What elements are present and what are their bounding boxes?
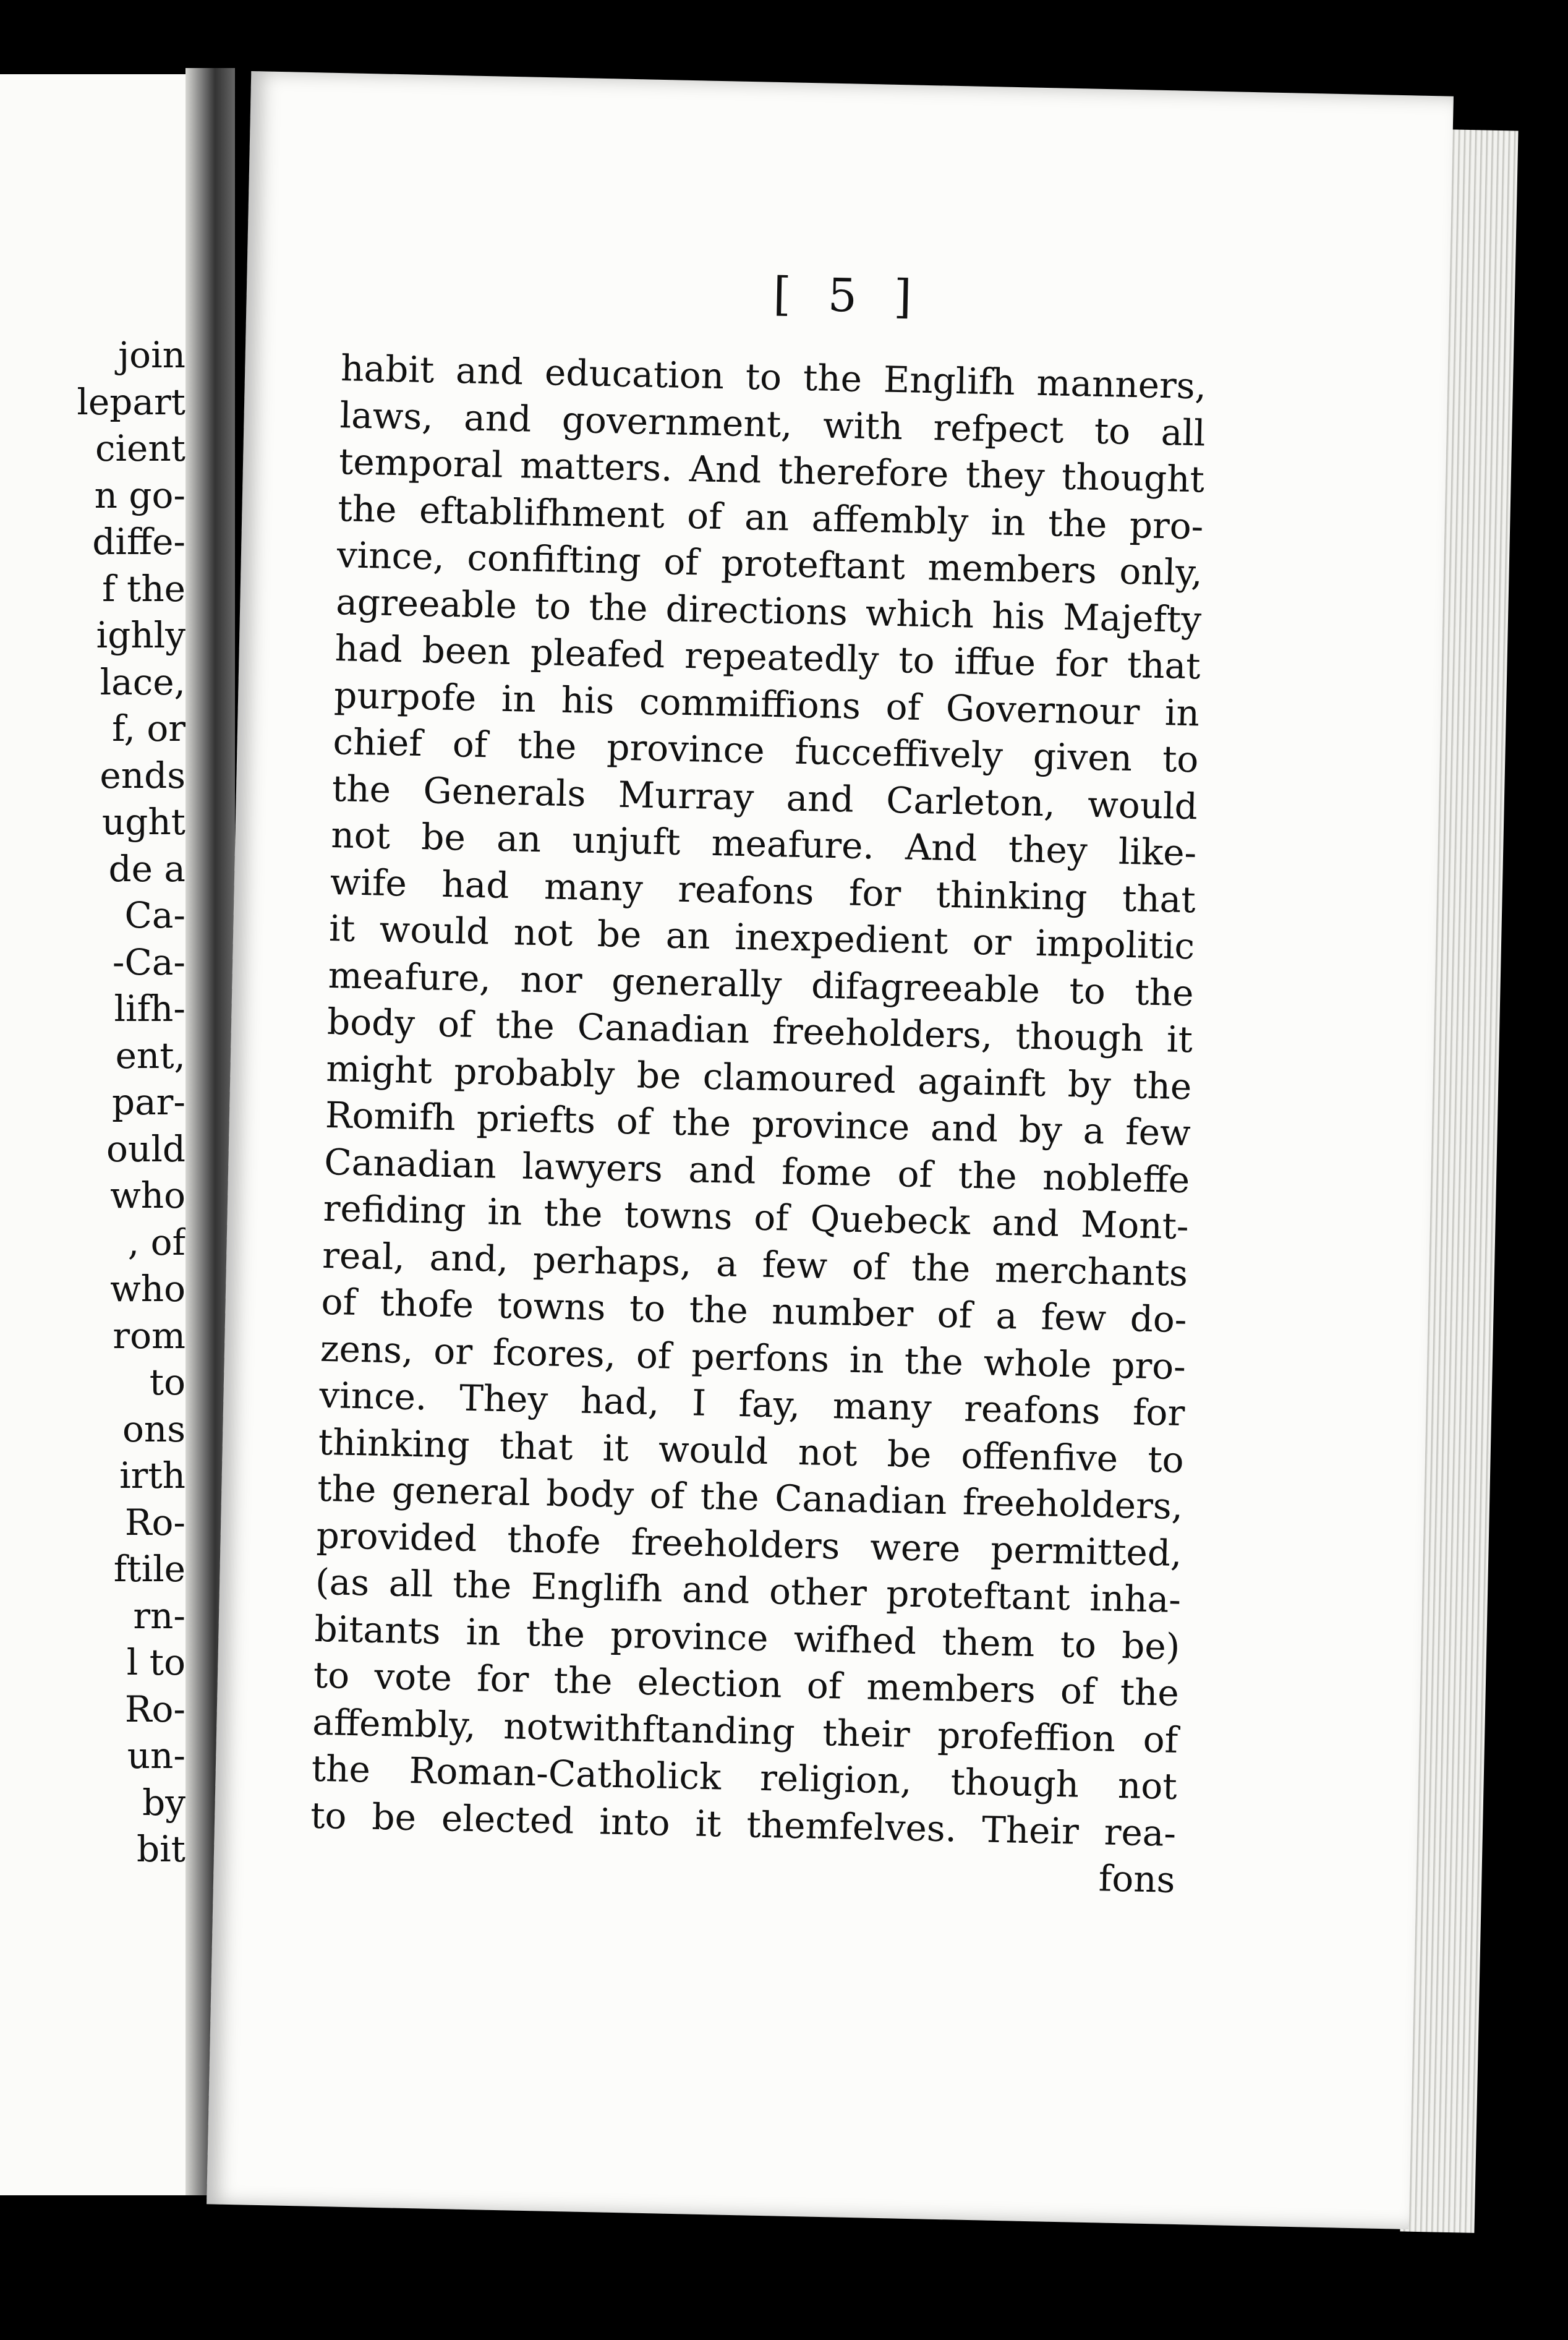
text-line: the Generals Murray and Carleton, would: [331, 767, 1198, 827]
text-line: real, and, perhaps, a few of the merchants: [322, 1234, 1188, 1294]
text-line: temporal matters. And therefore they thought: [338, 440, 1205, 501]
previous-page-fragment: f, or: [112, 707, 185, 749]
previous-page-edge: [0, 74, 210, 2195]
previous-page-fragment: ighly: [96, 614, 185, 656]
text-line: the Roman-Catholick religion, though not: [311, 1747, 1178, 1808]
text-line: laws, and government, with refpect to all: [339, 393, 1206, 454]
body-text: [309, 345, 1207, 1903]
previous-page-fragment: Ca-: [124, 894, 185, 936]
text-line: Canadian lawyers and fome of the nobleffe: [323, 1140, 1190, 1201]
text-line: thinking that it would not be offenfive to: [318, 1420, 1185, 1481]
page-number: [ 5 ]: [772, 267, 924, 324]
previous-page-fragment: ent,: [115, 1034, 185, 1077]
text-line: meafure, nor generally difagreeable to the: [328, 954, 1195, 1014]
text-line: purpofe in his commiffions of Governour in: [333, 673, 1200, 734]
previous-page-fragment: lepart: [77, 380, 185, 423]
previous-page-fragment: ught: [101, 801, 185, 843]
previous-page-fragment: join: [118, 334, 185, 376]
previous-page-fragment: ons: [122, 1407, 185, 1450]
text-line: provided thofe freeholders were permitted,: [316, 1514, 1183, 1574]
text-line: vince. They had, I fay, many reafons for: [318, 1373, 1185, 1435]
text-line: chief of the province fucceffively given to: [332, 720, 1199, 781]
text-line: zens, or fcores, of perfons in the whole pro-: [320, 1327, 1187, 1388]
text-line: refiding in the towns of Quebeck and Mont-: [323, 1187, 1190, 1248]
text-line: wife had many reafons for thinking that: [330, 860, 1196, 921]
text-line: vince, confifting of proteftant members only,: [336, 534, 1203, 594]
previous-page-fragment: cient: [95, 427, 185, 469]
previous-page-fragment: ftile: [113, 1548, 185, 1590]
previous-page-fragment: who: [110, 1268, 185, 1310]
previous-page-fragment: f the: [102, 567, 185, 610]
previous-page-fragment: rn-: [133, 1594, 185, 1637]
text-line: the eftablifhment of an affembly in the pro-: [337, 487, 1204, 547]
text-line: had been pleafed repeatedly to iffue for that: [334, 627, 1201, 688]
text-line: not be an unjuft meafure. And they like-: [330, 813, 1197, 874]
text-line: fons: [1098, 1857, 1176, 1901]
text-line: bitants in the province wifhed them to be): [313, 1607, 1181, 1668]
text-line: of thofe towns to the number of a few do-: [320, 1280, 1188, 1341]
text-line: to vote for the election of members of the: [313, 1654, 1180, 1715]
text-line: to be elected into it themfelves. Their rea-: [310, 1794, 1177, 1855]
book-page: [207, 71, 1454, 2229]
previous-page-fragment: lace,: [100, 660, 185, 703]
previous-page-fragment: diffe-: [92, 521, 185, 563]
previous-page-fragment: -Ca-: [112, 941, 185, 983]
previous-page-fragment: to: [149, 1361, 185, 1403]
previous-page-fragment: par-: [111, 1081, 185, 1123]
previous-page-fragment: Ro-: [124, 1688, 185, 1730]
text-line: the general body of the Canadian freeholders,: [317, 1467, 1183, 1528]
text-line: affembly, notwithftanding their profeffion of: [312, 1701, 1178, 1761]
previous-page-fragment: un-: [127, 1735, 185, 1777]
previous-page-fragment: lifh-: [114, 988, 185, 1030]
previous-page-fragment: ends: [100, 754, 185, 796]
previous-page-fragment: Ro-: [124, 1501, 185, 1544]
text-line: habit and education to the Englifh manners,: [340, 347, 1207, 408]
previous-page-fragment: irth: [119, 1454, 185, 1497]
previous-page-fragment: bit: [137, 1828, 185, 1870]
previous-page-fragment: by: [142, 1781, 185, 1824]
previous-page-fragment: who: [110, 1174, 185, 1216]
previous-page-fragment: rom: [113, 1314, 185, 1357]
previous-page-fragment: de a: [108, 847, 185, 890]
previous-page-fragment: l to: [126, 1641, 185, 1683]
text-line: Romifh priefts of the province and by a few: [325, 1093, 1191, 1155]
previous-page-fragment: n go-: [94, 474, 185, 516]
previous-page-fragment: , of: [127, 1221, 185, 1263]
text-line: (as all the Englifh and other proteftant inha-: [315, 1560, 1182, 1621]
text-line: agreeable to the directions which his Majefty: [335, 580, 1202, 641]
text-line: it would not be an inexpedient or impolitic: [328, 907, 1195, 968]
text-line: body of the Canadian freeholders, though it: [326, 1000, 1193, 1061]
previous-page-fragment: ould: [106, 1127, 185, 1170]
text-line: might probably be clamoured againft by the: [325, 1047, 1193, 1108]
